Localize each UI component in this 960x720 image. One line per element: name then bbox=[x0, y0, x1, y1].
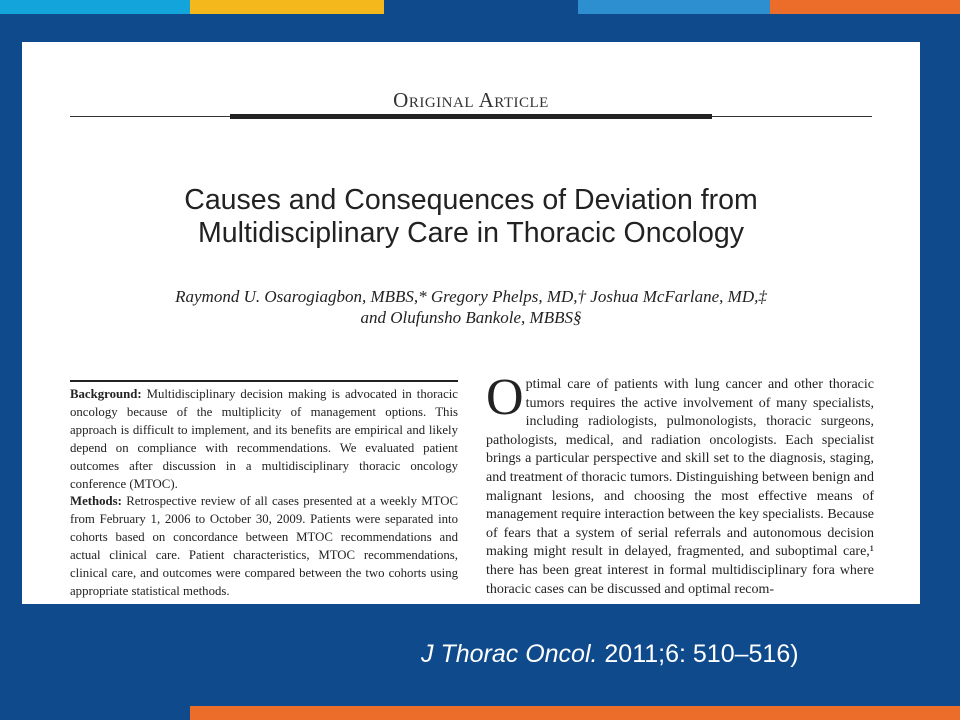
bottom-color-strip bbox=[190, 706, 960, 720]
abstract-methods bbox=[70, 493, 458, 600]
top-color-strip bbox=[0, 0, 960, 14]
strip-navy bbox=[384, 0, 578, 14]
citation bbox=[421, 640, 799, 669]
strip-blue bbox=[578, 0, 770, 14]
authors-line-1: Raymond U. Osarogiagbon, MBBS,* Gregory Phelps, MD,† Joshua McFarlane, MD,‡ bbox=[175, 287, 767, 306]
citation-details: 2011;6: 510–516) bbox=[597, 640, 799, 668]
article-title bbox=[22, 184, 920, 250]
title-line-1: Causes and Consequences of Deviation from bbox=[184, 184, 758, 216]
methods-text: Retrospective review of all cases presented at a weekly MTOC from February 1, 2006 to October 30, 2009. Patients were separated into cohorts based on concordance between MTOC recommendations and actual clinical care. Patient characteristics, MTOC recommendations, clinical care, and outcomes were compared between the two cohorts using appropriate statistical methods. bbox=[70, 494, 458, 598]
strip-orange bbox=[770, 0, 960, 14]
abstract-background bbox=[70, 386, 458, 493]
drop-cap: O bbox=[486, 369, 524, 426]
title-line-2: Multidisciplinary Care in Thoracic Oncology bbox=[198, 217, 744, 249]
article-image bbox=[22, 42, 920, 604]
methods-label: Methods: bbox=[70, 494, 122, 509]
abstract-rule bbox=[70, 380, 458, 382]
header-rule-thick bbox=[230, 114, 712, 119]
section-label: Original Article bbox=[393, 88, 549, 112]
strip-yellow bbox=[190, 0, 384, 14]
journal-name: J Thorac Oncol. bbox=[421, 640, 598, 668]
body-paragraph: ptimal care of patients with lung cancer and other thoracic tumors requires the active involvement of many specialists, including radiologists, pulmonologists, thoracic surgeons, pathologists, medical, and radiation oncologists. Each specialist brings a particular perspective and skill set to the diagnosis, staging, and treatment of thoracic tumors. Distinguishing between benign and malignant lesions, and choosing the most effective means of management require interaction between the key specialists. Because of fears that a system of serial referrals and autonomous decision making might result in delayed, fragmented, and suboptimal care,¹ there has been great interest in formal multidisciplinary fora where thoracic cases can be discussed and optimal recom- bbox=[486, 377, 874, 597]
authors bbox=[22, 286, 920, 328]
background-text: Multidisciplinary decision making is advocated in thoracic oncology because of the multiplicity of management options. This approach is difficult to implement, and its benefits are empirical and likely depend on compliance with recommendations. We evaluated patient outcomes after discussion in a multidisciplinary thoracic oncology conference (MTOC). bbox=[70, 387, 458, 491]
body-column bbox=[486, 369, 874, 599]
strip-cyan bbox=[0, 0, 190, 14]
background-label: Background: bbox=[70, 387, 142, 401]
authors-line-2: and Olufunsho Bankole, MBBS§ bbox=[360, 308, 582, 327]
abstract bbox=[70, 386, 458, 601]
